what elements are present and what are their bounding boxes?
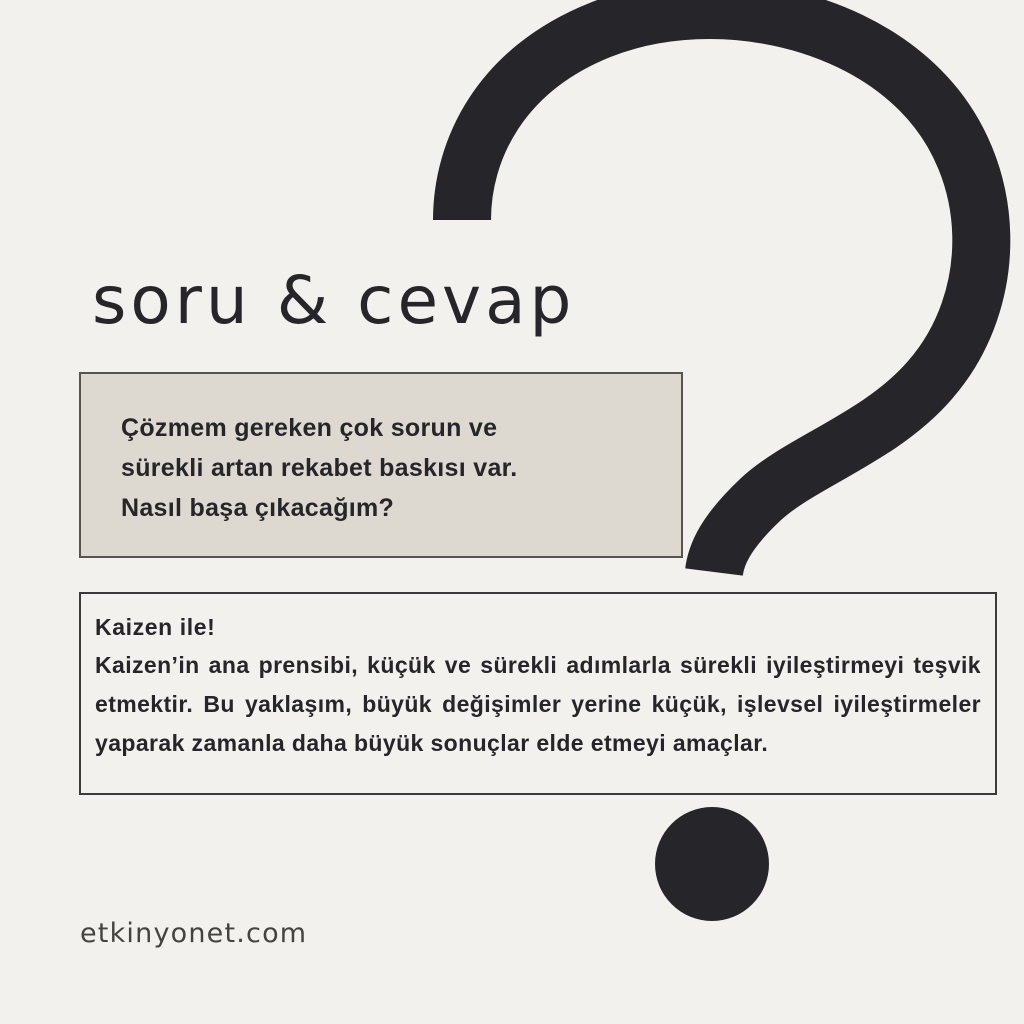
page-title: soru & cevap [92, 262, 576, 339]
question-line: Çözmem gereken çok sorun ve [121, 414, 498, 442]
answer-content [95, 610, 981, 763]
answer-lead: Kaizen ile! [95, 614, 216, 640]
website-footer: etkinyonet.com [80, 918, 308, 949]
question-mark-dot-icon [655, 807, 769, 921]
question-line: sürekli artan rekabet baskısı var. [121, 454, 518, 482]
question-text [121, 408, 666, 528]
answer-body: Kaizen’in ana prensibi, küçük ve sürekli adımlarla sürekli iyileştirmeyi teşvik etmektir. Bu yaklaşım, büyük değişimler yerine küçük, işlevsel iyileştirmeler yaparak zamanla daha büyük sonuçlar elde etmeyi amaçlar. [95, 652, 981, 756]
answer-box [79, 592, 997, 795]
question-line: Nasıl başa çıkacağım? [121, 494, 395, 522]
question-box [79, 372, 683, 558]
